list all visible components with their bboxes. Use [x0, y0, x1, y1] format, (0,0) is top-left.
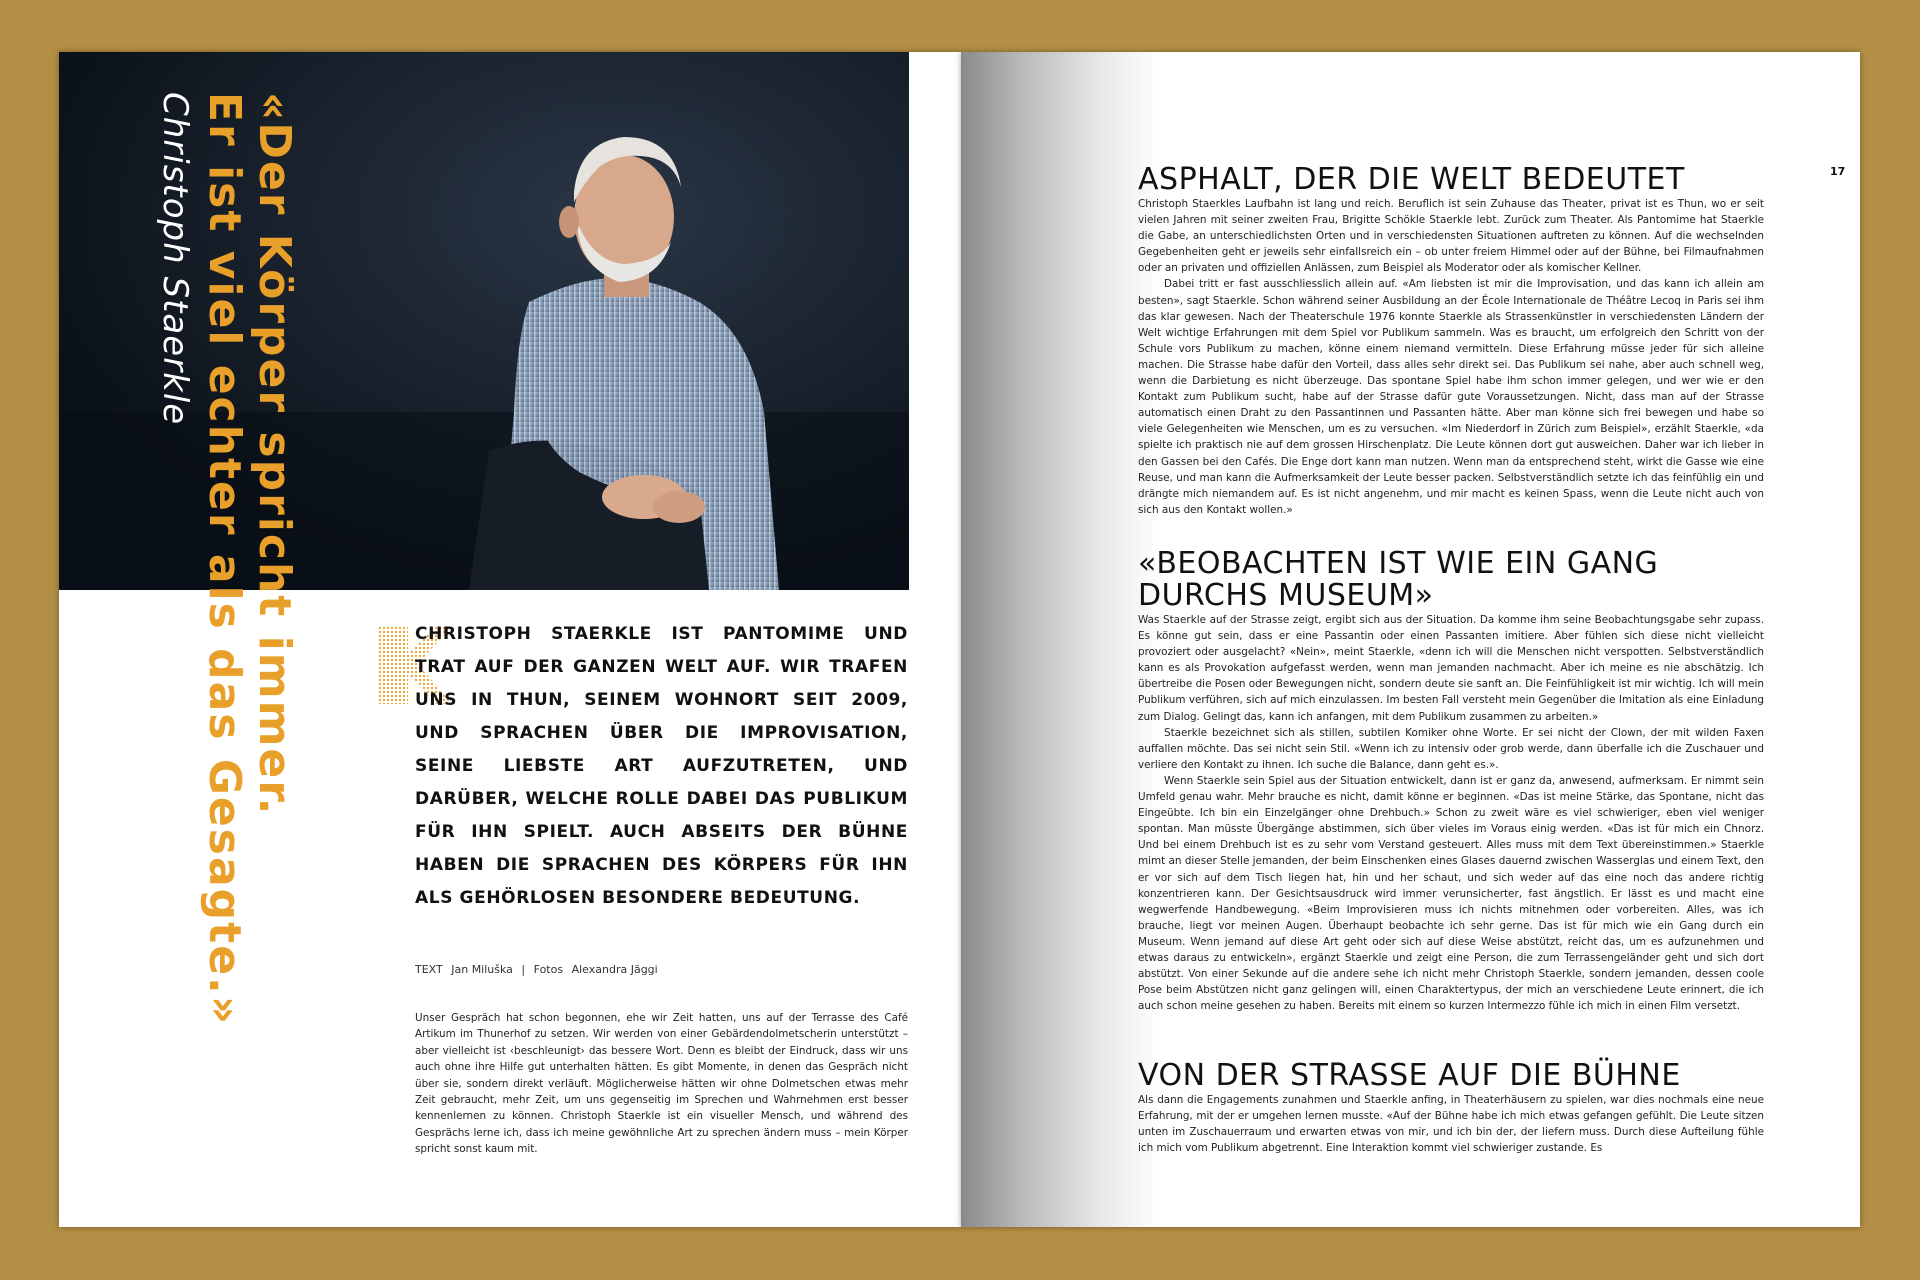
section-3-heading: VON DER STRASSE AUF DIE BÜHNE: [1138, 1058, 1681, 1093]
section-2-heading: «BEOBACHTEN IST WIE EIN GANG DURCHS MUSEUM»: [1138, 546, 1659, 613]
section-2-paragraph-2: Staerkle bezeichnet sich als stillen, subtilen Komiker ohne Worte. Er sei nicht der Clown, der mit wilden Faxen auffallen möchte. Das sei nicht sein Stil. «Wenn ich zu intensiv oder grob werde, dann überfalle ich die Zuschauer und verliere den Kontakt zu ihnen. Ich suche die Balance, dann geht es.».: [1138, 726, 1764, 771]
left-page: [59, 52, 961, 1227]
intro-text: CHRISTOPH STAERKLE IST PANTOMIME UND TRAT AUF DER GANZEN WELT AUF. WIR TRAFEN UNS IN THUN, SEINEM WOHNORT SEIT 2009, UND SPRACHEN ÜBER DIE IMPROVISATION, SEINE LIEBSTE ART AUFZUTRETEN, UND DARÜBER, WELCHE ROLLE DABEI DAS PUBLIKUM FÜR IHN SPIELT. AUCH ABSEITS DER BÜHNE HABEN DIE SPRACHEN DES KÖRPERS FÜR IHN ALS GEHÖRLOSEN BESONDERE BEDEUTUNG.: [415, 624, 908, 908]
section-3-paragraph-1: Als dann die Engagements zunahmen und Staerkle anfing, in Theaterhäusern zu spielen, war dies nochmals eine neue Erfahrung, mit der er umgehen lernen musste. «Auf der Bühne habe ich mich etwas gefangen gefühlt. Die Leute sitzen unten im Zuschauerraum und erwarten etwas von mir, und ich bin der, der liefern muss. Durch diese Aufteilung fühle ich mich vom Publikum abgetrennt. Eine Interaktion kommt viel schwieriger zustande. Es: [1138, 1094, 1764, 1155]
credit-separator: |: [521, 963, 526, 976]
section-2-paragraph-1: Was Staerkle auf der Strasse zeigt, ergibt sich aus der Situation. Da komme ihm seine Beobachtungsgabe sehr zupass. Es könne gut sein, dass er eine Passantin oder einen Passanten imitiere. Aber fühlen sich diese nicht vielleicht provoziert oder ausgelacht? «Nein», meint Staerkle, «denn ich will die Menschen nicht verspotten. Selbstverständlich kann es als Provokation aufgefasst werden, wenn man jemanden nachmacht. Aber ich meine es nie abschätzig. Ich übertreibe die Posen oder Bewegungen nicht, sondern deute sie sanft an. Die Feinfühligkeit ist mir wichtig. Ich will mein Publikum verführen, sich auf mich einzulassen. Im besten Fall versteht mein Gegenüber die Imitation als eine Einladung zum Dialog. Gelingt das, kann ich anfangen, mit dem Publikum zusammen zu arbeiten.»: [1138, 614, 1764, 723]
section-1-paragraph-1: Christoph Staerkles Laufbahn ist lang und reich. Beruflich ist sein Zuhause das Theater, privat ist es Thun, wo er seit vielen Jahren mit seiner zweiten Frau, Brigitte Schökle Staerkle lebt. Zurück zum Theater. Als Pantomime hat Staerkle die Gabe, an unterschiedlichsten Orten und in verschiedensten Situationen auftreten zu können. Auf die wechselnden Gegebenheiten geht er jeweils sehr einfallsreich ein – ob unter freiem Himmel oder auf der Bühne, bei Filmaufnahmen oder an privaten und offiziellen Anlässen, zum Beispiel als Moderator oder als komischer Kellner.: [1138, 198, 1764, 275]
section-1-paragraph-2: Dabei tritt er fast ausschliesslich allein auf. «Am liebsten ist mir die Improvisation, und das kann ich allein am besten», sagt Staerkle. Schon während seiner Ausbildung an der École Internationale de Théâtre Lecoq in Paris sei ihm das klar gewesen. Nach der Theaterschule 1976 konnte Staerkle als Strassenkünstler in verschiedensten Ländern der Welt wichtige Erfahrungen mit dem Spiel vor Publikum sammeln. Was es braucht, um erfolgreich den Schritt von der Schule vors Publikum zu machen, könne einem niemand vermitteln. Diese Erfahrung müsse jeder für sich alleine machen. Die Strasse habe dafür den Vorteil, dass alles sehr direkt sei. Das Publikum sei nahe, aber auch schnell weg, wenn die Darbietung es nicht überzeuge. Das spontane Spiel habe ihm schon immer gelegen, und wer wie er den Kontakt zum Publikum sucht, habe auf der Strasse dafür gute Voraussetzungen. Nicht, dass man auf der Strasse automatisch einen Draht zu den Passantinnen und Passanten hätte. Aber man könne sich frei bewegen und habe so viele Gelegenheiten wie Menschen, um es zu versuchen. «Im Niederdorf in Zürich zum Beispiel», erzählt Staerkle, «da spielte ich praktisch nie auf dem grossen Hirschenplatz. Die Leute können dort gut ausweichen. Daher war ich lieber in den Gassen bei den Cafés. Die Enge dort kann man nutzen. Wenn man da entsprechend steht, wirkt die Gasse wie eine Reuse, und man kann die Aufmerksamkeit der Leute besser packen. Selbstverständlich setzte ich das feinfühlig ein und drängte mich niemandem auf. Es ist nicht angenehm, und mir macht es keinen Spass, wenn die Leute nicht auch von sich aus den Kontakt wollen.»: [1138, 278, 1764, 516]
pull-quote-line-1: «Der Körper spricht immer.: [249, 92, 300, 817]
section-2: [1138, 548, 1764, 1014]
credit-photographer: Alexandra Jäggi: [571, 963, 658, 976]
section-1: [1138, 164, 1764, 518]
page-number: 17: [1830, 165, 1846, 178]
credits-line: [415, 963, 663, 976]
section-1-heading: ASPHALT, DER DIE WELT BEDEUTET: [1138, 162, 1685, 197]
lead-paragraph: Unser Gespräch hat schon begonnen, ehe wir Zeit hatten, uns auf der Terrasse des Café Artikum im Thunerhof zu setzen. Wir werden von einer Gebärdendolmetscherin unterstützt – aber vielleicht ist ‹beschleunigt› das bessere Wort. Denn es bleibt der Eindruck, dass wir uns auch ohne ihre Hilfe gut unterhalten hätten. Es gibt Momente, in denen das Gespräch nicht über sie, sondern direkt verläuft. Möglicherweise hätten wir ohne Dolmetschen etwas mehr Zeit gebraucht, mehr Zeit, um uns gegenseitig im Sprechen und Wahrnehmen erst besser kennenlernen zu können. Christoph Staerkle ist ein visueller Mensch, und während des Gesprächs lerne ich, dass ich meine gewöhnliche Art zu sprechen ändern muss – mein Körper spricht sonst kaum mit.: [415, 1012, 908, 1156]
subject-name: Christoph Staerkle: [155, 92, 195, 426]
credit-label: TEXT: [415, 963, 443, 976]
section-3: [1138, 1060, 1764, 1156]
credit-photo-label: Fotos: [533, 963, 564, 976]
section-2-paragraph-3: Wenn Staerkle sein Spiel aus der Situation entwickelt, dann ist er ganz da, anwesend, aufmerksam. Er nimmt sein Umfeld genau wahr. Mehr brauche es nicht, damit könne er beginnen. «Das ist meine Stärke, das Spontane, nicht das Eingeübte. Ich bin ein Einzelgänger ohne Drehbuch.» Schon zu zweit wäre es viel schwieriger, eben viel weniger spontan. Man müsste Übergänge abstimmen, sich über vieles im Voraus einig werden. «Das ist für mich ein Chnorz. Und bei einem Drehbuch ist es zu sehr vom Verstand gesteuert. Alles muss mit dem Text übereinstimmen.» Staerkle mimt an dieser Stelle jemanden, der beim Einschenken eines Glases dauernd zwischen Wasserglas und einem Text, den er vor sich auf dem Tisch liegen hat, hin und her schaut, und sich weder auf das eine noch das andere richtig konzentrieren kann. Der Gesichtsausdruck wird immer verunsicherter, fast ängstlich. Er lässt es und macht eine wegwerfende Handbewegung. «Beim Improvisieren muss ich nichts mitnehmen oder vorbereiten. Alles, was ich brauche, liegt vor meinen Augen. Überhaupt beobachte ich sehr gerne. Das ist für mich wie ein Gang durch ein Museum. Wenn jemand auf diese Art geht oder sich auf diese Weise abstützt, reicht das, um es aufzunehmen und etwas daraus zu entwickeln», ergänzt Staerkle und zeigt eine Person, die zum Terrassengeländer geht und sich dort abstützt. Von einer Sekunde auf die andere sehe ich nicht mehr Christoph Staerkle, sondern jemanden, dessen coole Pose beim Abstützen nicht ganz gelingen will, einen Charaktertypus, der mich an verschiedene Leute erinnert, die ich auch schon meine gesehen zu haben. Bereits mit einem so kurzen Intermezzo fühle ich mich in einen Film versetzt.: [1138, 774, 1764, 1013]
pull-quote-line-2: Er ist viel echter als das Gesagte.»: [199, 92, 250, 1027]
credit-author: Jan Miluška: [451, 963, 513, 976]
